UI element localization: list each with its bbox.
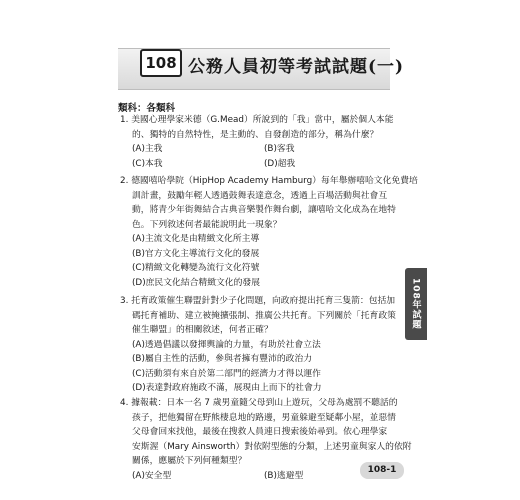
option-d: (D)超我 [264,158,296,169]
option-a: (A)安全型 [132,470,172,481]
year-badge: 108 [140,49,182,77]
question-text: 2. 德國嘻哈學院（HipHop Academy Hamburg）每年舉辦嘻哈文化免費培 [120,176,418,186]
exam-title: 公務人員初等考試試題(一) [188,57,405,77]
option-d: (D)表達對政府施政不滿，展現由上而下的社會力 [132,383,322,393]
option-c: (C)精緻文化轉變為流行文化符號 [132,263,260,273]
chapter-side-tab: 108年試題 [405,268,427,340]
subject-line: 類科：各類科 [118,103,176,114]
question-1 [120,113,400,171]
question-4 [120,396,412,483]
question-text: 安斯渥（Mary Ainsworth）對依附型態的分類，上述男童與家人的依附 [132,441,412,452]
option-b: (B)客我 [264,144,295,154]
option-c: (C)活動須有來自於第二部門的經濟力才得以運作 [132,368,321,379]
option-row [120,142,400,157]
question-text: 訓計畫，鼓勵年輕人透過鼓舞表達意念，透過上百場活動與社會互 [132,190,388,201]
option-b: (B)官方文化主導流行文化的發展 [132,248,260,259]
option-row [120,157,400,172]
question-text: 催生聯盟」的相關敘述，何者正確？ [132,325,273,335]
question-text: 4. 據報載：日本一名 7 歲男童隨父母到山上遊玩，父母為處罰不聽話的 [120,398,398,408]
option-b: (B)屬自主性的活動，參與者擁有豐沛的政治力 [132,354,313,364]
question-3 [120,294,400,396]
question-text: 色。下列敘述何者最能說明此一現象？ [132,219,282,230]
option-b: (B)逃避型 [264,470,304,481]
question-text: 碼托育補助、建立被掩擴張制、推廣公共托育。下列關於「托育政策 [132,310,396,321]
question-2 [120,174,418,290]
option-a: (A)主流文化是由精緻文化所主導 [132,234,260,244]
question-text: 父母會回來找他，最後在搜救人員連日搜索後始尋到。依心理學家 [132,427,388,437]
option-c: (C)本我 [132,158,163,169]
option-a: (A)透過倡議以發揮輿論的力量，有助於社會立法 [132,339,321,350]
question-text: 的、獨特的自然特性，是主動的、自發創造的部分，稱為什麼？ [132,129,379,140]
question-text: 孩子，把他獨留在野熊棲息地的路邊，男童躲避至疑鄰小屋，並惡情 [132,412,396,423]
page-number: 108-1 [360,462,404,479]
question-text: 動，將青少年街舞結合古典音樂製作舞台劇，讓嘻哈文化成為在地特 [132,205,396,215]
question-text: 3. 托育政策催生聯盟針對少子化問題，向政府提出托育三隻箭：包括加 [120,296,396,306]
question-text: 1. 美國心理學家米德（G.Mead）所說到的「我」當中，屬於個人本能 [120,115,394,125]
option-row [120,469,400,484]
option-d: (D)庶民文化結合精緻文化的發展 [132,277,260,288]
option-a: (A)主我 [132,144,163,154]
question-text: 關係，應屬於下列何種類型？ [132,456,247,466]
